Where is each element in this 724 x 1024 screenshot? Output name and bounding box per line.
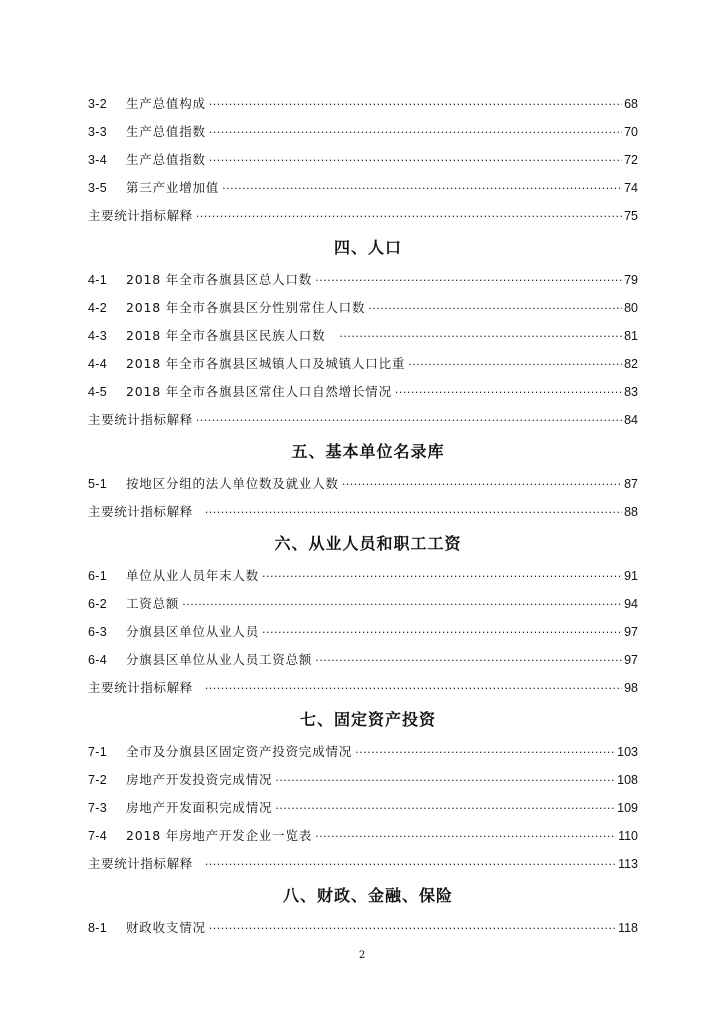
toc-entry-4-5[interactable] (88, 378, 638, 406)
toc-entry-7-3[interactable] (88, 794, 638, 822)
entry-page: 74 (624, 181, 638, 195)
entry-page: 79 (624, 273, 638, 287)
dot-leader (222, 175, 622, 203)
entry-number: 7-4 (88, 829, 107, 843)
toc-entry-indicator-notes[interactable] (88, 850, 638, 878)
toc-entry-4-3[interactable] (88, 322, 638, 350)
toc-entry-7-4[interactable] (88, 822, 638, 850)
entry-title: 主要统计指标解释 (88, 680, 193, 695)
section-heading-employment-wages: 六、从业人员和职工工资 (274, 534, 462, 553)
entry-title: 分旗县区单位从业人员工资总额 (126, 652, 313, 667)
entry-number: 8-1 (88, 921, 107, 935)
entry-number: 7-3 (88, 801, 107, 815)
entry-title: 主要统计指标解释 (88, 208, 193, 223)
entry-page: 81 (624, 329, 638, 343)
entry-number: 3-4 (88, 153, 107, 167)
dot-leader (205, 851, 616, 879)
entry-page: 110 (618, 829, 638, 843)
entry-page: 94 (624, 597, 638, 611)
toc-entry-6-2[interactable] (88, 590, 638, 618)
dot-leader (315, 647, 622, 675)
dot-leader (262, 619, 622, 647)
toc-entry-3-5[interactable] (88, 174, 638, 202)
entry-number: 6-2 (88, 597, 107, 611)
dot-leader (205, 675, 622, 703)
dot-leader (395, 379, 622, 407)
entry-title: 2018 年全市各旗县区民族人口数 (126, 328, 326, 343)
toc-entry-4-4[interactable] (88, 350, 638, 378)
entry-page: 68 (624, 97, 638, 111)
entry-title: 工资总额 (126, 596, 180, 611)
toc-entry-6-4[interactable] (88, 646, 638, 674)
entry-title: 2018 年全市各旗县区总人口数 (126, 272, 313, 287)
entry-page: 98 (624, 681, 638, 695)
entry-title: 2018 年全市各旗县区分性别常住人口数 (126, 300, 366, 315)
dot-leader (339, 323, 622, 351)
section-heading-fixed-asset-investment: 七、固定资产投资 (299, 710, 436, 729)
dot-leader (408, 351, 622, 379)
table-of-contents (88, 90, 638, 942)
dot-leader (315, 267, 622, 295)
entry-number: 4-5 (88, 385, 107, 399)
entry-page: 103 (617, 745, 638, 759)
entry-page: 87 (624, 477, 638, 491)
entry-number: 4-2 (88, 301, 107, 315)
toc-entry-indicator-notes[interactable] (88, 202, 638, 230)
entry-title: 第三产业增加值 (126, 180, 220, 195)
dot-leader (209, 119, 622, 147)
toc-entry-3-2[interactable] (88, 90, 638, 118)
entry-number: 3-5 (88, 181, 107, 195)
entry-number: 4-4 (88, 357, 107, 371)
toc-entry-7-2[interactable] (88, 766, 638, 794)
entry-page: 70 (624, 125, 638, 139)
toc-entry-3-4[interactable] (88, 146, 638, 174)
entry-page: 88 (624, 505, 638, 519)
entry-page: 91 (624, 569, 638, 583)
toc-entry-indicator-notes[interactable] (88, 674, 638, 702)
section-heading-finance-insurance: 八、财政、金融、保险 (282, 886, 453, 905)
dot-leader (262, 563, 622, 591)
dot-leader (205, 499, 622, 527)
entry-number: 6-1 (88, 569, 107, 583)
entry-title: 按地区分组的法人单位数及就业人数 (126, 476, 339, 491)
entry-number: 3-2 (88, 97, 107, 111)
entry-number: 5-1 (88, 477, 107, 491)
toc-entry-indicator-notes[interactable] (88, 498, 638, 526)
entry-number: 4-1 (88, 273, 107, 287)
entry-title: 主要统计指标解释 (88, 504, 193, 519)
dot-leader (275, 795, 615, 823)
entry-page: 84 (624, 413, 638, 427)
dot-leader (355, 739, 615, 767)
entry-page: 75 (624, 209, 638, 223)
toc-entry-7-1[interactable] (88, 738, 638, 766)
entry-title: 主要统计指标解释 (88, 412, 193, 427)
entry-number: 4-3 (88, 329, 107, 343)
entry-page: 82 (624, 357, 638, 371)
dot-leader (342, 471, 622, 499)
entry-title: 生产总值构成 (126, 96, 206, 111)
toc-entry-5-1[interactable] (88, 470, 638, 498)
entry-number: 7-2 (88, 773, 107, 787)
entry-title: 生产总值指数 (126, 152, 206, 167)
toc-entry-6-3[interactable] (88, 618, 638, 646)
entry-title: 财政收支情况 (126, 920, 206, 935)
toc-entry-3-3[interactable] (88, 118, 638, 146)
dot-leader (196, 203, 622, 231)
entry-page: 83 (624, 385, 638, 399)
entry-number: 7-1 (88, 745, 107, 759)
dot-leader (182, 591, 622, 619)
toc-entry-4-2[interactable] (88, 294, 638, 322)
entry-page: 97 (624, 653, 638, 667)
dot-leader (196, 407, 622, 435)
entry-page: 80 (624, 301, 638, 315)
entry-title: 生产总值指数 (126, 124, 206, 139)
dot-leader (275, 767, 615, 795)
entry-title: 分旗县区单位从业人员 (126, 624, 260, 639)
entry-number: 6-4 (88, 653, 107, 667)
entry-page: 118 (618, 921, 638, 935)
page-number: 2 (358, 950, 366, 961)
entry-title: 全市及分旗县区固定资产投资完成情况 (126, 744, 353, 759)
dot-leader (315, 823, 616, 851)
dot-leader (209, 91, 622, 119)
entry-title: 2018 年房地产开发企业一览表 (126, 828, 313, 843)
entry-title: 房地产开发投资完成情况 (126, 772, 273, 787)
entry-page: 97 (624, 625, 638, 639)
entry-title: 房地产开发面积完成情况 (126, 800, 273, 815)
dot-leader (368, 295, 622, 323)
entry-title: 2018 年全市各旗县区常住人口自然增长情况 (126, 384, 392, 399)
entry-page: 113 (618, 857, 638, 871)
toc-entry-8-1[interactable] (88, 914, 638, 942)
entry-page: 109 (617, 801, 638, 815)
section-heading-population: 四、人口 (333, 238, 402, 257)
entry-number: 6-3 (88, 625, 107, 639)
entry-page: 108 (617, 773, 638, 787)
dot-leader (209, 147, 622, 175)
entry-title: 主要统计指标解释 (88, 856, 193, 871)
toc-entry-indicator-notes[interactable] (88, 406, 638, 434)
entry-page: 72 (624, 153, 638, 167)
entry-title: 单位从业人员年末人数 (126, 568, 260, 583)
entry-title: 2018 年全市各旗县区城镇人口及城镇人口比重 (126, 356, 406, 371)
section-heading-basic-units: 五、基本单位名录库 (291, 442, 445, 461)
toc-entry-4-1[interactable] (88, 266, 638, 294)
entry-number: 3-3 (88, 125, 107, 139)
toc-entry-6-1[interactable] (88, 562, 638, 590)
dot-leader (209, 915, 616, 943)
